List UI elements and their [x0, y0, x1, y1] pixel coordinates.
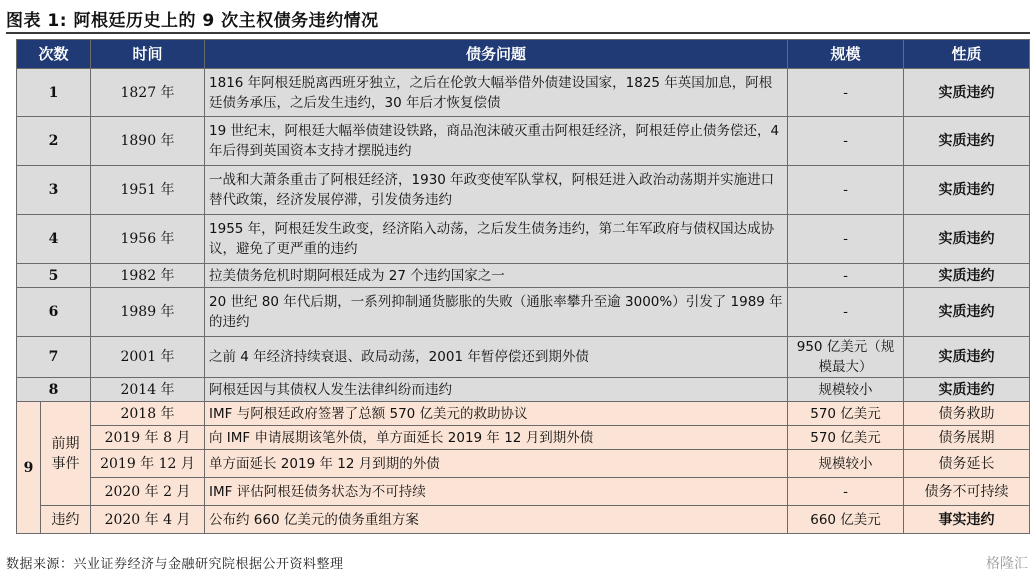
row-number: 4: [17, 215, 91, 264]
row-scale: -: [788, 117, 904, 166]
row-description: 拉美债务危机时期阿根廷成为 27 个违约国家之一: [205, 264, 788, 288]
table-row: [17, 378, 1030, 402]
row-year: 1982 年: [91, 264, 205, 288]
row-scale: 570 亿美元: [788, 402, 904, 426]
table-row: [17, 69, 1030, 117]
row-year: 1890 年: [91, 117, 205, 166]
row-year: 2020 年 4 月: [91, 506, 205, 534]
row-nature: 实质违约: [904, 264, 1030, 288]
row-nature: 实质违约: [904, 215, 1030, 264]
default-history-table: [16, 39, 1030, 534]
row-description: 一战和大萧条重击了阿根廷经济，1930 年政变使军队掌权，阿根廷进入政治动荡期并实施进口替代政策，经济发展停滞，引发债务违约: [205, 166, 788, 215]
row-year: 2018 年: [91, 402, 205, 426]
row-nature: 实质违约: [904, 378, 1030, 402]
table-row: [17, 264, 1030, 288]
row-nature: 实质违约: [904, 166, 1030, 215]
row-year: 2001 年: [91, 337, 205, 378]
row-nature: 实质违约: [904, 69, 1030, 117]
row-scale: -: [788, 69, 904, 117]
table-row: [17, 337, 1030, 378]
row-scale: -: [788, 264, 904, 288]
group-pre-events: 前期事件: [41, 402, 91, 506]
row-nature: 实质违约: [904, 288, 1030, 337]
row-description: 阿根廷因与其债权人发生法律纠纷而违约: [205, 378, 788, 402]
row-description: 20 世纪 80 年代后期，一系列抑制通货膨胀的失败（通胀率攀升至逾 3000%）引发了 1989 年的违约: [205, 288, 788, 337]
row-number: 3: [17, 166, 91, 215]
data-source-note: 数据来源：兴业证券经济与金融研究院根据公开资料整理: [6, 557, 344, 572]
row-description: 1955 年，阿根廷发生政变，经济陷入动荡，之后发生债务违约，第二年军政府与债权国达成协议，避免了更严重的违约: [205, 215, 788, 264]
header-time: 时间: [91, 40, 205, 69]
row-year: 1956 年: [91, 215, 205, 264]
figure-title: 图表 1: 阿根廷历史上的 9 次主权债务违约情况: [6, 11, 379, 31]
row-nature: 实质违约: [904, 117, 1030, 166]
row-year: 2020 年 2 月: [91, 478, 205, 506]
table-row: [17, 506, 1030, 534]
row-description: IMF 与阿根廷政府签署了总额 570 亿美元的救助协议: [205, 402, 788, 426]
row-scale: -: [788, 478, 904, 506]
row-scale: -: [788, 288, 904, 337]
row-number: 7: [17, 337, 91, 378]
table-row: [17, 215, 1030, 264]
table-row: [17, 402, 1030, 426]
watermark-logo: 格隆汇: [986, 556, 1028, 572]
row-number-nine: 9: [17, 402, 41, 534]
row-nature: 债务延长: [904, 450, 1030, 478]
row-year: 1827 年: [91, 69, 205, 117]
row-number: 5: [17, 264, 91, 288]
row-year: 1989 年: [91, 288, 205, 337]
group-default: 违约: [41, 506, 91, 534]
row-description: 19 世纪末，阿根廷大幅举债建设铁路，商品泡沫破灭重击阿根廷经济，阿根廷停止债务偿还，4 年后得到英国资本支持才摆脱违约: [205, 117, 788, 166]
row-number: 2: [17, 117, 91, 166]
header-count: 次数: [17, 40, 91, 69]
table-row: [17, 450, 1030, 478]
row-scale: 950 亿美元（规模最大）: [788, 337, 904, 378]
header-scale: 规模: [788, 40, 904, 69]
row-scale: 660 亿美元: [788, 506, 904, 534]
table-row: [17, 426, 1030, 450]
row-number: 1: [17, 69, 91, 117]
table-row: [17, 166, 1030, 215]
table-header-row: [17, 40, 1030, 69]
row-nature: 债务救助: [904, 402, 1030, 426]
row-nature: 事实违约: [904, 506, 1030, 534]
row-description: IMF 评估阿根廷债务状态为不可持续: [205, 478, 788, 506]
row-description: 之前 4 年经济持续衰退、政局动荡，2001 年暂停偿还到期外债: [205, 337, 788, 378]
row-scale: 规模较小: [788, 378, 904, 402]
row-description: 向 IMF 申请展期该笔外债，单方面延长 2019 年 12 月到期外债: [205, 426, 788, 450]
row-year: 2019 年 8 月: [91, 426, 205, 450]
row-scale: -: [788, 166, 904, 215]
row-year: 2019 年 12 月: [91, 450, 205, 478]
row-year: 1951 年: [91, 166, 205, 215]
row-description: 公布约 660 亿美元的债务重组方案: [205, 506, 788, 534]
table-row: [17, 478, 1030, 506]
row-description: 单方面延长 2019 年 12 月到期的外债: [205, 450, 788, 478]
header-issue: 债务问题: [205, 40, 788, 69]
row-nature: 债务展期: [904, 426, 1030, 450]
row-description: 1816 年阿根廷脱离西班牙独立，之后在伦敦大幅举借外债建设国家，1825 年英国加息，阿根廷债务承压，之后发生违约，30 年后才恢复偿债: [205, 69, 788, 117]
row-scale: -: [788, 215, 904, 264]
row-scale: 570 亿美元: [788, 426, 904, 450]
row-nature: 实质违约: [904, 337, 1030, 378]
row-year: 2014 年: [91, 378, 205, 402]
table-row: [17, 288, 1030, 337]
row-number: 8: [17, 378, 91, 402]
title-divider: [6, 32, 1030, 34]
row-number: 6: [17, 288, 91, 337]
header-nature: 性质: [904, 40, 1030, 69]
row-scale: 规模较小: [788, 450, 904, 478]
table-row: [17, 117, 1030, 166]
row-nature: 债务不可持续: [904, 478, 1030, 506]
